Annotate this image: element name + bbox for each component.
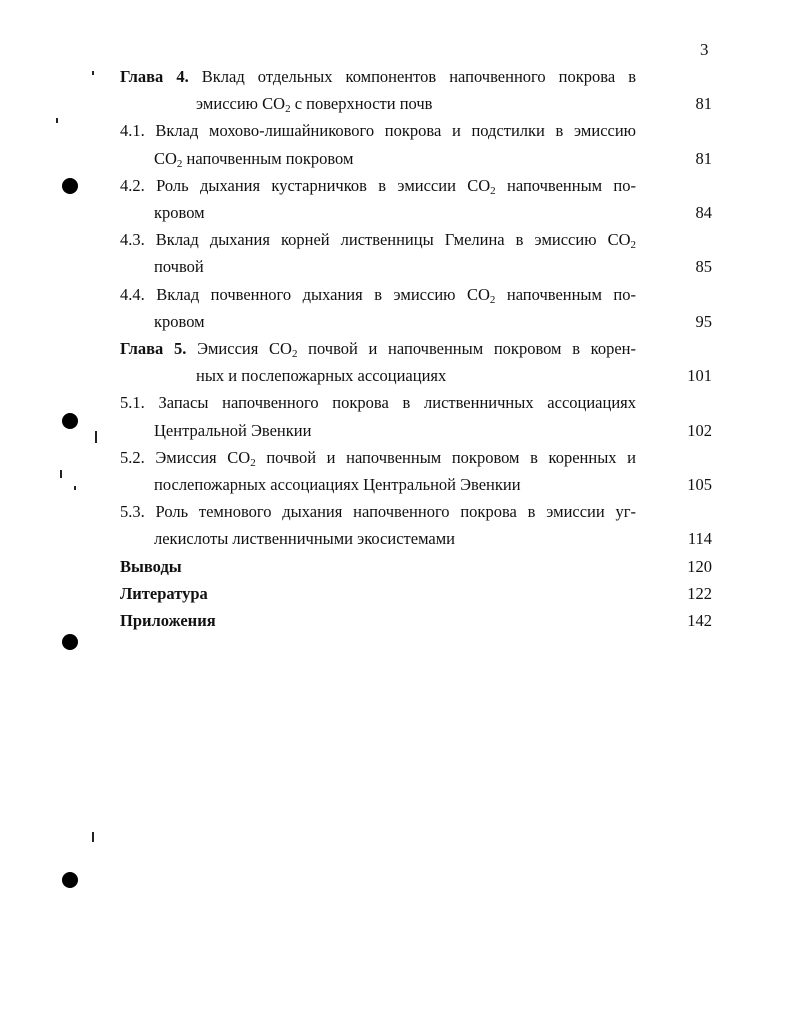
entry-number: 5.1. xyxy=(120,393,145,413)
entry-title-line2-end: напочвенным покровом xyxy=(182,148,354,168)
entry-page: 95 xyxy=(695,311,712,331)
entry-title-line1: Эмиссия CO xyxy=(197,339,292,359)
subscript: 2 xyxy=(489,293,496,306)
toc-entry xyxy=(120,389,712,443)
entry-title-line1-end: напочвенным по- xyxy=(495,175,637,195)
entry-title-line2: CO xyxy=(154,148,177,168)
entry-title-line2-end: с поверхности почв xyxy=(290,94,433,114)
scan-mark xyxy=(92,71,94,75)
entry-title-line2: эмиссию CO xyxy=(196,94,286,114)
toc-entry xyxy=(120,335,712,389)
entry-title-line1: Роль дыхания кустарничков в эмиссии CO xyxy=(156,175,491,195)
toc-entry xyxy=(120,117,712,171)
toc-entry xyxy=(120,444,712,498)
entry-number: 4.1. xyxy=(120,121,145,141)
entry-title-line1-end: почвой и напочвенным покровом в корен- xyxy=(297,339,637,359)
toc-entry xyxy=(120,226,712,280)
entry-page: 84 xyxy=(695,203,712,223)
entry-page: 81 xyxy=(695,94,712,114)
entry-title-line1-end: напочвенным по- xyxy=(495,284,637,304)
entry-title-line2: почвой xyxy=(154,257,204,277)
binder-hole xyxy=(62,872,78,888)
entry-number: 4.2. xyxy=(120,175,145,195)
scan-mark xyxy=(60,470,62,478)
entry-title-line2: лекислоты лиственничными экосистемами xyxy=(154,529,455,549)
page-number: 3 xyxy=(700,40,709,59)
entry-title-line2: Центральной Эвенкии xyxy=(154,420,312,440)
subscript: 2 xyxy=(291,348,298,361)
entry-title-line2: кровом xyxy=(154,311,205,331)
entry-title-line2: ных и послепожарных ассоциациях xyxy=(196,366,447,386)
entry-title: Выводы xyxy=(120,556,182,576)
subscript: 2 xyxy=(250,456,256,469)
entry-page: 114 xyxy=(687,529,712,549)
entry-title-line1: Эмиссия CO xyxy=(155,447,251,467)
toc-entry xyxy=(120,63,712,117)
entry-title-line1: Запасы напочвенного покрова в лиственничных ассоциациях xyxy=(158,393,637,413)
entry-page: 122 xyxy=(687,583,712,603)
toc-entry-appendices xyxy=(120,607,712,634)
entry-number: Глава 4. xyxy=(120,67,189,86)
subscript: 2 xyxy=(630,239,636,252)
entry-title: Приложения xyxy=(120,611,216,631)
entry-number: 5.3. xyxy=(120,502,145,522)
binder-hole xyxy=(62,413,78,429)
entry-title: Литература xyxy=(120,583,208,603)
entry-title-line1: Вклад мохово-лишайникового покрова и подстилки в эмиссию xyxy=(155,121,636,141)
subscript: 2 xyxy=(285,103,291,116)
entry-number: Глава 5. xyxy=(120,339,187,359)
entry-page: 85 xyxy=(695,257,712,277)
entry-page: 101 xyxy=(687,366,712,386)
subscript: 2 xyxy=(490,184,496,197)
entry-page: 120 xyxy=(687,556,712,576)
entry-title-line1: Вклад дыхания корней лиственницы Гмелина в эмиссию CO xyxy=(155,230,631,250)
table-of-contents xyxy=(120,63,712,634)
entry-page: 142 xyxy=(687,611,712,631)
scan-mark xyxy=(92,832,94,842)
toc-entry xyxy=(120,281,712,335)
toc-entry xyxy=(120,498,712,552)
entry-page: 105 xyxy=(687,475,712,495)
entry-title-line1: Роль темнового дыхания напочвенного покрова в эмиссии уг- xyxy=(155,502,637,522)
entry-number: 4.3. xyxy=(120,230,145,250)
binder-hole xyxy=(62,634,78,650)
scan-mark xyxy=(56,118,58,123)
entry-number: 4.4. xyxy=(120,284,145,304)
scan-mark xyxy=(95,431,97,443)
toc-entry xyxy=(120,172,712,226)
scan-mark xyxy=(74,486,76,490)
entry-title-line1: Вклад почвенного дыхания в эмиссию CO xyxy=(156,284,490,304)
subscript: 2 xyxy=(176,157,183,170)
toc-entry-conclusions xyxy=(120,553,712,580)
toc-entry-literature xyxy=(120,580,712,607)
entry-title-line1: Вклад отдельных компонентов напочвенного покрова в xyxy=(201,67,636,86)
entry-title-line2: кровом xyxy=(154,203,205,223)
entry-number: 5.2. xyxy=(120,447,145,467)
binder-hole xyxy=(62,178,78,194)
entry-page: 81 xyxy=(695,148,712,168)
entry-title-line2: послепожарных ассоциациях Центральной Эвенкии xyxy=(154,475,521,495)
entry-title-line1-end: почвой и напочвенным покровом в коренных и xyxy=(255,447,637,467)
entry-page: 102 xyxy=(687,420,712,440)
